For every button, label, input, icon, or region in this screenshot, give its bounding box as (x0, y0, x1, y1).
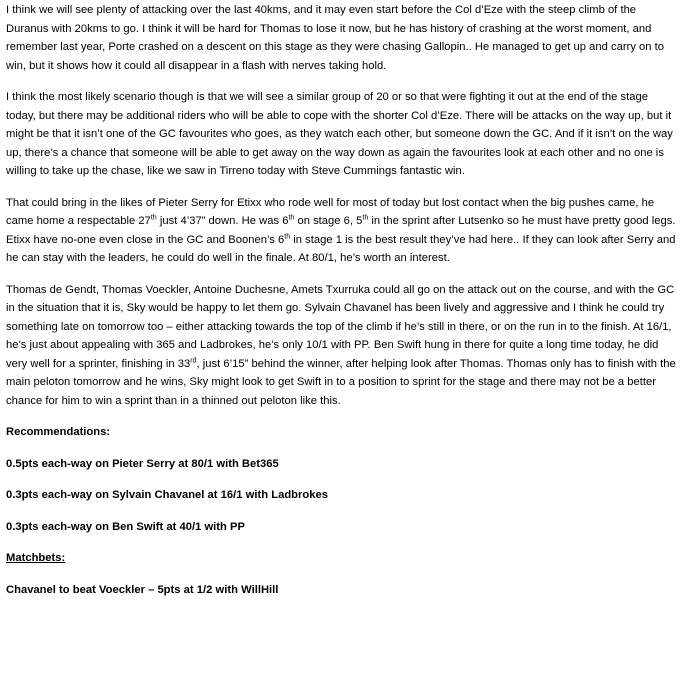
matchbet-item: Chavanel to beat Voeckler – 5pts at 1/2 with WillHill (6, 583, 279, 596)
paragraph-attackers-text-2: , just 6’15” behind the winner, after helping look after Thomas. Thomas only has to finish with the main peloton tomorrow and he wins, Sky might look to get Swift in to a position to sprint for the stage and there may not be a better chance for him to win a sprint than in a thinned out peloton like this. (6, 357, 676, 407)
paragraph-serry-text-2: just 4’37” down. He was 6 (156, 215, 289, 227)
recommendation-item: 0.3pts each-way on Ben Swift at 40/1 with PP (6, 520, 245, 533)
ordinal-suffix: rd (190, 356, 197, 364)
paragraph-serry (6, 194, 678, 268)
paragraph-serry-text-3: on stage 6, 5 (294, 215, 363, 227)
paragraph-intro: I think we will see plenty of attacking over the last 40kms, and it may even start before the Col d’Eze with the steep climb of the Duranus with 20kms to go. I think it will be hard for Thomas to lose it now, but he has history of crashing at the worst moment, and remember last year, Porte crashed on a descent on this stage as they were chasing Gallopin.. He managed to get up and carry on to win, but it shows how it could all disappear in a flash with nerves taking hold. (6, 4, 665, 72)
paragraph-serry-text-4: in the sprint after Lutsenko so he must have pretty good legs. Etixx have no-one even close in the GC and Boonen’s 6 (6, 215, 676, 246)
ordinal-suffix: th (288, 214, 295, 222)
recommendations-heading: Recommendations: (6, 426, 111, 438)
matchbets-heading: Matchbets: (6, 552, 66, 564)
ordinal-suffix: th (284, 232, 291, 240)
ordinal-suffix: th (150, 214, 157, 222)
paragraph-serry-text-5: in stage 1 is the best result they’ve had here.. If they can look after Serry and he can stay with the leaders, he could do well in the finale. At 80/1, he’s worth an interest. (6, 233, 676, 264)
paragraph-attackers (6, 281, 678, 411)
recommendation-item: 0.3pts each-way on Sylvain Chavanel at 16/1 with Ladbrokes (6, 489, 328, 501)
paragraph-scenario: I think the most likely scenario though is that we will see a similar group of 20 or so that were fighting it out at the end of the stage today, but there may be additional riders who will be able to cope with the shorter Col d’Eze. There will be attacks on the way up, but it might be that it isn’t one of the GC favourites who goes, as they watch each other, but someone down the GC. And if it isn’t on the way up, there’s a chance that someone will be able to get away on the way down as again the favourites look at each other and no one is willing to take up the chase, like we saw in Tirreno today with Steve Cummings fantastic win. (6, 91, 673, 177)
paragraph-attackers-text-1: Thomas de Gendt, Thomas Voeckler, Antoine Duchesne, Amets Txurruka could all go on the attack out on the course, and with the GC in the situation that it is, Sky would be happy to let them go. Sylvain Chavanel has been lively and aggressive and I think he could try something late on tomorrow too – either attacking towards the top of the climb if he’s still in there, or on the run in to the finish. At 16/1, he’s just about appealing with 365 and Ladbrokes, he’s only 10/1 with PP. Ben Swift hung in there for quite a long time today, he did very well for a sprinter, finishing in 33 (6, 283, 675, 370)
document-body (6, 1, 678, 612)
paragraph-serry-text-1: That could bring in the likes of Pieter Serry for Etixx who rode well for most of today but lost contact when the big pushes came, he came home a respectable 27 (6, 196, 655, 227)
ordinal-suffix: th (362, 214, 369, 222)
recommendation-item: 0.5pts each-way on Pieter Serry at 80/1 with Bet365 (6, 457, 279, 470)
